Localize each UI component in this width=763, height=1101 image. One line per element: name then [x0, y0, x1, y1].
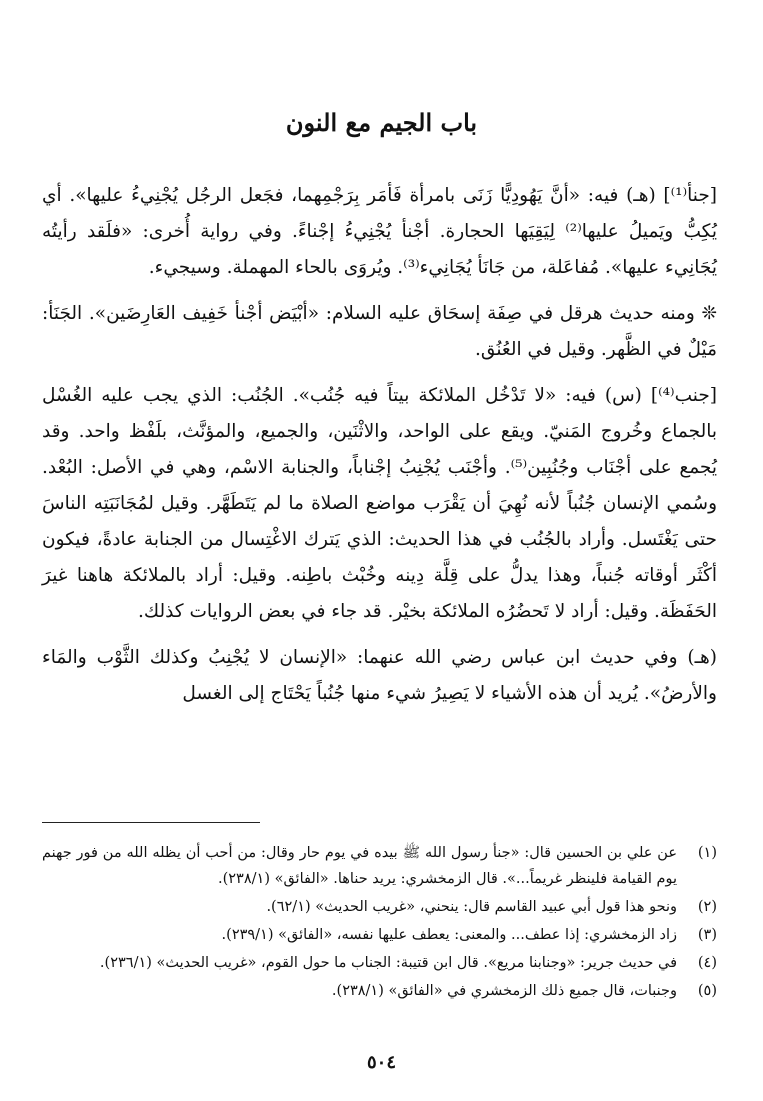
footnote-number: (١) — [697, 845, 717, 861]
footnote-number: (٤) — [697, 955, 717, 971]
footnote-number: (٥) — [697, 983, 717, 999]
footnote-text: ونحو هذا قول أبي عبيد القاسم قال: ينحني، «غريب الحديث» (٦٢/١). — [266, 899, 677, 915]
paragraph: [جنأ⁽¹⁾] (هـ) فيه: «أنَّ يَهُودِيًّا زَنَى بامرأة فَأمَر بِرَجْمِهما، فجَعل الرجُل يُجْنِيءُ عليها». أي يُكِبُّ ويَميلُ عليها⁽²⁾ لِيَقِيَها الحجارة. أجْنأ يُجْنِيءُ إجْناءً. وفي رواية أُخرى: «فلَقد رأيتُه يُجَانِيء عليها». مُفاعَلة، من جَانَأ يُجَانِيء⁽³⁾. ويُروَى بالحاء المهملة. وسيجيء. — [42, 185, 717, 278]
footnote-2 — [42, 894, 717, 920]
paragraph: [جنب⁽⁴⁾] (س) فيه: «لا تَدْخُل الملائكة بيتاً فيه جُنُب». الجُنُب: الذي يجب عليه الغُسْل بالجماع وخُروج المَنيّ. ويقع على الواحد، والاثْنَين، والجميع، والمؤنَّث، بلَفْظ واحد. وقد يُجمع على أجْنَاب وجُنُبِين⁽⁵⁾. وأجْنَب يُجْنِبُ إجْناباً، والجنابة الاسْم، وهي في الأصل: البُعْد. وسُمي الإنسان جُنُباً لأنه نُهِيَ أن يَقْرَب مواضع الصلاة ما لم يَتَطَهَّر. وقيل لمُجَانَبَتِه الناسَ حتى يَغْتَسل. وأراد بالجُنُب في هذا الحديث: الذي يَترك الاغْتِسال من الجنابة عادةً، فيكون أكْثَر أوقاته جُنباً، وهذا يدلُّ على قِلَّة دِينه وخُبْث باطِنه. وقيل: أراد بالملائكة هاهنا غيرَ الحَفَظَة. وقيل: أراد لا تَحضُرُه الملائكة بخيْر. قد جاء في بعض الروايات كذلك. — [42, 385, 718, 622]
footnote-number: (٣) — [697, 927, 717, 943]
paragraph: ❊ ومنه حديث هرقل في صِفَة إسحَاق عليه السلام: «أبْيَض أجْنأ خَفِيف العَارِضَين». الجَنَأ: مَيْلٌ في الظَّهر. وقيل في العُنُق. — [42, 303, 717, 360]
footnote-text: زاد الزمخشري: إذا عطف... والمعنى: يعطف عليها نفسه، «الفائق» (٢٣٩/١). — [221, 927, 677, 943]
main-text — [42, 178, 717, 726]
entry-ibn-abbas-hadith — [42, 640, 717, 712]
footnote-4 — [42, 950, 717, 976]
footnotes — [42, 840, 717, 1006]
footnote-separator — [42, 822, 260, 823]
entry-heraclius-hadith — [42, 296, 717, 368]
page-number: ٥٠٤ — [366, 1052, 396, 1073]
footnote-number: (٢) — [697, 899, 717, 915]
footnote-text: وجنبات، قال جميع ذلك الزمخشري في «الفائق» (٢٣٨/١). — [331, 983, 677, 999]
entry-janab — [42, 378, 717, 630]
footnote-text: في حديث جرير: «وجنابنا مريع». قال ابن قتيبة: الجناب ما حول القوم، «غريب الحديث» (٢٣٦/١). — [99, 955, 677, 971]
paragraph: (هـ) وفي حديث ابن عباس رضي الله عنهما: «الإنسان لا يُجْنِبُ وكذلك الثَّوْب والمَاء والأرضُ». يُريد أن هذه الأشياء لا يَصِيرُ شيء منها جُنُباً يَحْتَاج إلى الغسل — [42, 647, 717, 704]
footnote-3 — [42, 922, 717, 948]
chapter-heading: باب الجيم مع النون — [285, 108, 478, 137]
footnote-5 — [42, 978, 717, 1004]
entry-jana — [42, 178, 717, 286]
footnote-1 — [42, 840, 717, 892]
footnote-text: عن علي بن الحسين قال: «جنأ رسول الله ﷺ بيده في يوم حار وقال: من أحب أن يظله الله من فور جهنم يوم القيامة فلينظر غريماً...». قال الزمخشري: يريد حناها. «الفائق» (٢٣٨/١). — [42, 845, 677, 887]
